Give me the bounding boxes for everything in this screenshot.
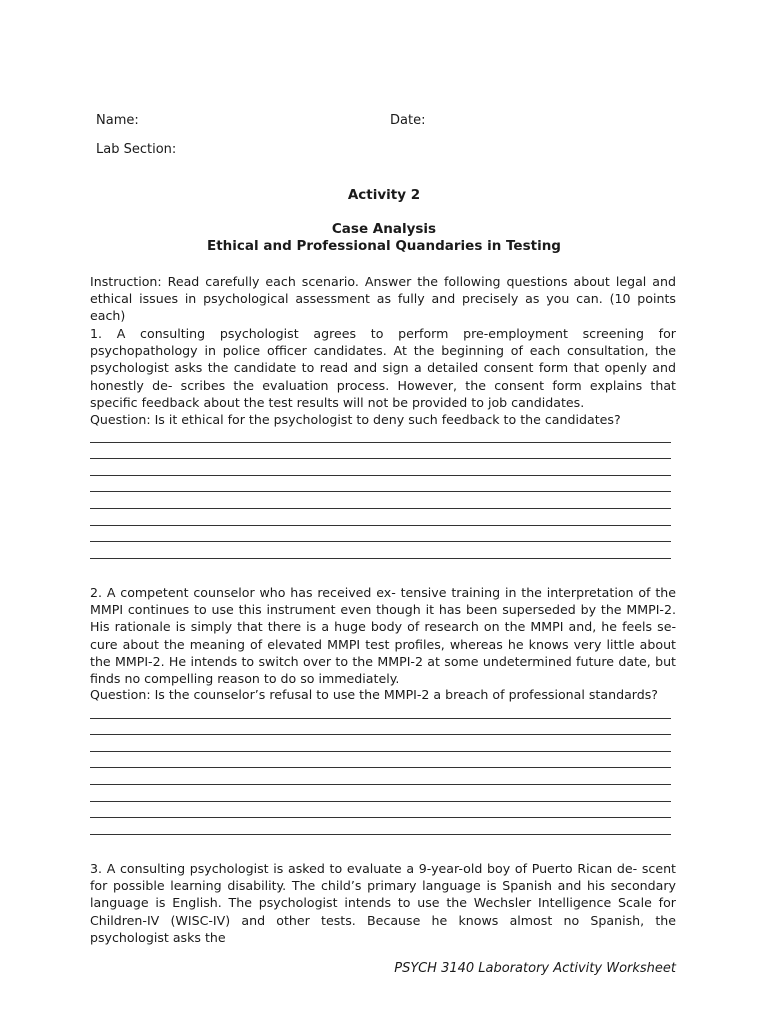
- case-analysis-title: Case Analysis: [331, 221, 437, 237]
- lab-section-label: Lab Section:: [96, 142, 177, 157]
- answer-line[interactable]: [90, 459, 671, 476]
- scenario-3-text: 3. A consulting psychologist is asked to evaluate a 9-year-old boy of Puerto Rican de- scent for possible learning disability. The child’s primary language is Spanish and his secondary language is English. The psychologist intends to use the Wechsler Intelligence Scale for Children-IV (WISC-IV) and other tests. Because he knows almost no Spanish, the psychologist asks the: [90, 861, 676, 945]
- page-footer: PSYCH 3140 Laboratory Activity Worksheet: [394, 961, 676, 976]
- name-label: Name:: [96, 113, 139, 128]
- answer-line[interactable]: [90, 509, 671, 526]
- instruction-text: Instruction: Read carefully each scenario. Answer the following questions about legal and ethical issues in psychological assessment as fully and precisely as you can. (10 points each): [90, 274, 676, 324]
- answer-line[interactable]: [90, 802, 671, 819]
- answer-line[interactable]: [90, 768, 671, 785]
- answer-line[interactable]: [90, 785, 671, 802]
- scenario-2-question: Question: Is the counselor’s refusal to use the MMPI-2 a breach of professional standards?: [90, 687, 658, 702]
- answer-line[interactable]: [90, 719, 671, 736]
- worksheet-subtitle: Ethical and Professional Quandaries in Testing: [207, 238, 561, 254]
- answer-line[interactable]: [90, 426, 671, 443]
- answer-line[interactable]: [90, 542, 671, 559]
- answer-line[interactable]: [90, 702, 671, 719]
- answer-line[interactable]: [90, 735, 671, 752]
- answer-line[interactable]: [90, 476, 671, 493]
- answer-line[interactable]: [90, 818, 671, 835]
- scenario-2-answer-area[interactable]: [90, 702, 671, 835]
- answer-line[interactable]: [90, 492, 671, 509]
- scenario-2-text: 2. A competent counselor who has received ex- tensive training in the interpretation of the MMPI continues to use this instrument even though it has been superseded by the MMPI-2. His rationale is simply that there is a huge body of research on the MMPI and, he feels se- cure about the meaning of elevated MMPI test profiles, whereas he knows very little about the MMPI-2. He intends to switch over to the MMPI-2 at some undetermined future date, but finds no compelling reason to do so immediately.: [90, 585, 676, 687]
- scenario-1-text: 1. A consulting psychologist agrees to perform pre-employment screening for psychopathology in police officer candidates. At the beginning of each consultation, the psychologist asks the candidate to read and sign a detailed consent form that openly and honestly de- scribes the evaluation process. However, the consent form explains that specific feedback about the test results will not be provided to job candidates.: [90, 326, 676, 410]
- activity-title: Activity 2: [347, 187, 421, 203]
- date-label: Date:: [390, 113, 426, 128]
- answer-line[interactable]: [90, 443, 671, 460]
- answer-line[interactable]: [90, 752, 671, 769]
- scenario-1-question: Question: Is it ethical for the psychologist to deny such feedback to the candidates?: [90, 412, 621, 427]
- answer-line[interactable]: [90, 526, 671, 543]
- scenario-1-answer-area[interactable]: [90, 426, 671, 559]
